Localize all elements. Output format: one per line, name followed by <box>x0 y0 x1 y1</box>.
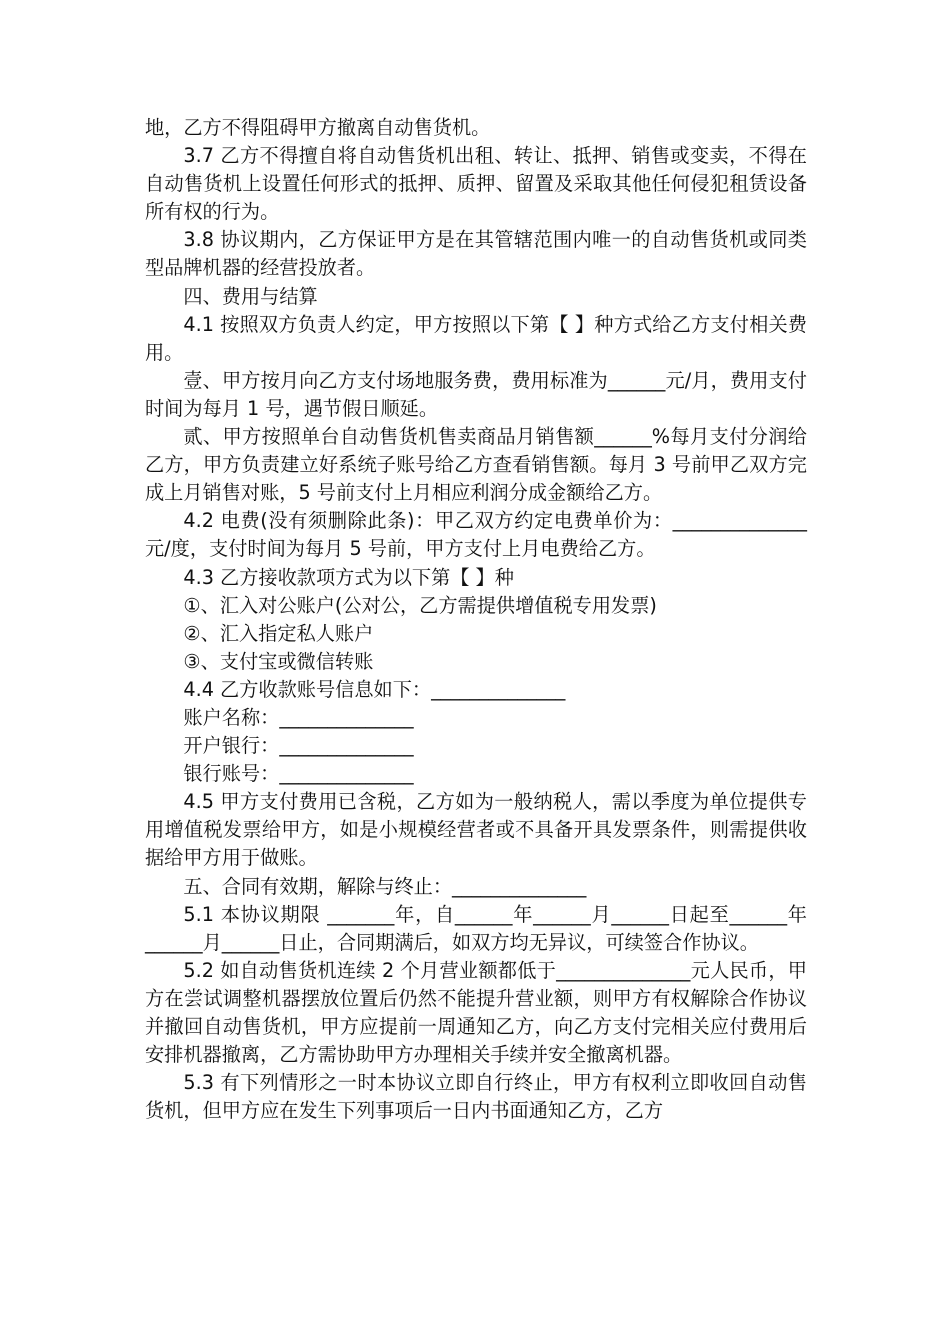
paragraph-option-1: 壹、甲方按月向乙方支付场地服务费，费用标准为______元/月，费用支付时间为每月 1 号，遇节假日顺延。 <box>145 368 807 420</box>
paragraph-5-2: 5.2 如自动售货机连续 2 个月营业额都低于______________元人民币，甲方在尝试调整机器摆放位置后仍然不能提升营业额，则甲方有权解除合作协议并撤回自动售货机，甲方应提前一周通知乙方，向乙方支付完相关应付费用后安排机器撤离，乙方需协助甲方办理相关手续并安全撤离机器。 <box>145 958 807 1067</box>
paragraph-3-7: 3.7 乙方不得擅自将自动售货机出租、转让、抵押、销售或变卖，不得在自动售货机上设置任何形式的抵押、质押、留置及采取其他任何侵犯租赁设备所有权的行为。 <box>145 144 807 224</box>
account-name-line: 账户名称：______________ <box>183 705 414 729</box>
bank-name-line: 开户银行：______________ <box>183 734 414 758</box>
paragraph-option-2: 贰、甲方按照单台自动售货机售卖商品月销售额______%每月支付分润给乙方，甲方负责建立好系统子账号给乙方查看销售额。每月 3 号前甲乙双方完成上月销售对账，5 号前支付上月相应利润分成金额给乙方。 <box>145 425 807 505</box>
paragraph-4-4: 4.4 乙方收款账号信息如下：______________ <box>183 677 566 701</box>
payment-option-1: ①、汇入对公账户(公对公，乙方需提供增值税专用发票) <box>183 593 657 617</box>
paragraph-4-1: 4.1 按照双方负责人约定，甲方按照以下第【 】种方式给乙方支付相关费用。 <box>145 312 807 364</box>
section-heading-term: 五、合同有效期，解除与终止：______________ <box>183 874 587 898</box>
paragraph-4-5: 4.5 甲方支付费用已含税，乙方如为一般纳税人，需以季度为单位提供专用增值税发票给甲方，如是小规模经营者或不具备开具发票条件，则需提供收据给甲方用于做账。 <box>145 790 807 870</box>
paragraph-4-2: 4.2 电费(没有须删除此条)：甲乙双方约定电费单价为：______________ 元/度，支付时间为每月 5 号前，甲方支付上月电费给乙方。 <box>145 509 814 561</box>
document-body <box>145 114 814 1125</box>
account-number-line: 银行账号：______________ <box>183 762 414 786</box>
paragraph-5-3: 5.3 有下列情形之一时本协议立即自行终止，甲方有权利立即收回自动售货机，但甲方应在发生下列事项后一日内书面通知乙方，乙方 <box>145 1071 807 1123</box>
paragraph: 地，乙方不得阻碍甲方撤离自动售货机。 <box>145 116 491 139</box>
payment-option-2: ②、汇入指定私人账户 <box>183 621 374 645</box>
paragraph-5-1: 5.1 本协议期限 _______年，自______年______月______日起至______年______月______日止，合同期满后，如双方均无异议，可续签合作协议。 <box>145 902 807 954</box>
paragraph-4-3: 4.3 乙方接收款项方式为以下第【 】种 <box>183 565 514 589</box>
section-heading-fees: 四、费用与结算 <box>183 284 318 308</box>
paragraph-3-8: 3.8 协议期内，乙方保证甲方是在其管辖范围内唯一的自动售货机或同类型品牌机器的经营投放者。 <box>145 228 807 280</box>
payment-option-3: ③、支付宝或微信转账 <box>183 649 374 673</box>
